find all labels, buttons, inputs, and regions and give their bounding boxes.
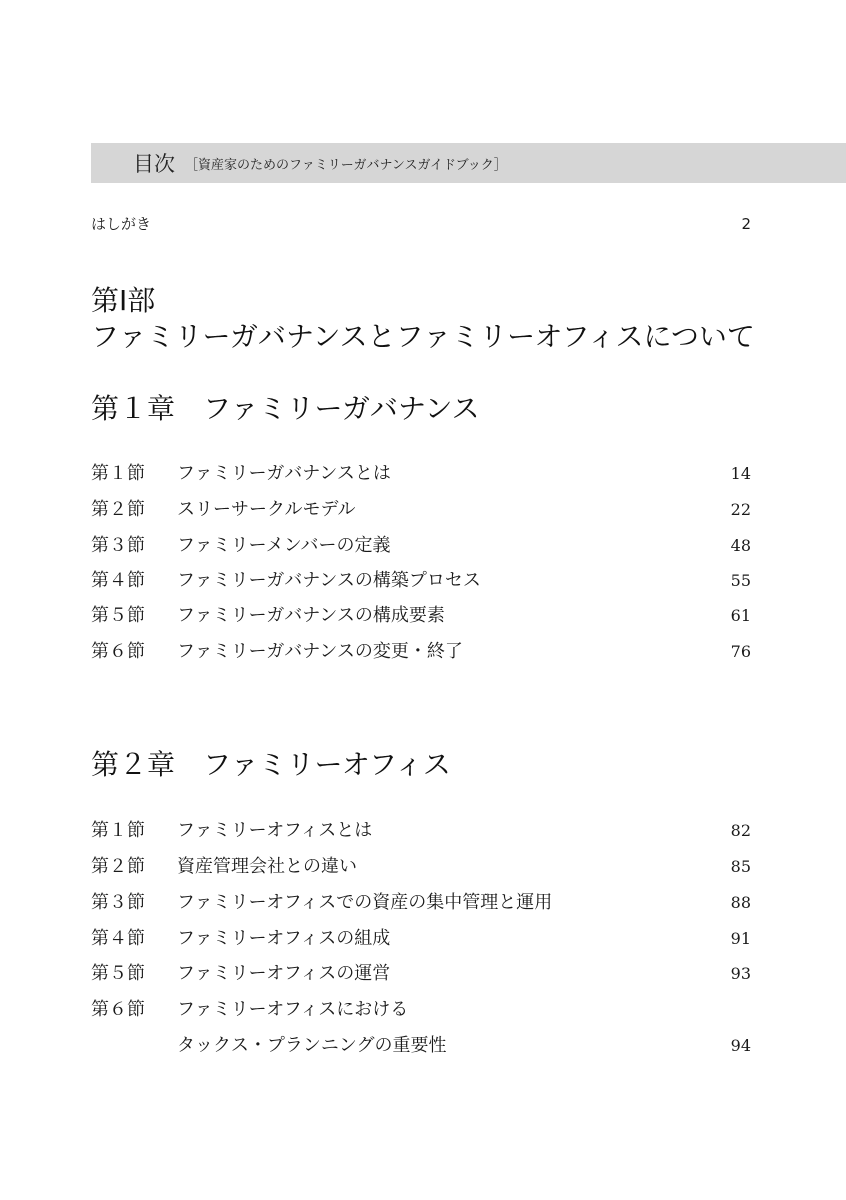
page-number: 82 [730,821,751,840]
page-number: 76 [730,642,751,661]
section-number: 第１節 [91,820,145,841]
section-number: 第１節 [91,463,145,484]
chapter-title: ファミリーガバナンス [203,392,480,425]
part-title: ファミリーガバナンスとファミリーオフィスについて [91,320,755,353]
preface-page: 2 [741,215,751,233]
book-title: ［資産家のためのファミリーガバナンスガイドブック］ [185,157,507,173]
page-number: 14 [730,464,751,483]
toc-header [91,143,846,183]
toc-entry[interactable] [91,532,751,560]
section-number: 第２節 [91,856,145,877]
toc-entry[interactable] [91,602,751,630]
toc-entry-preface[interactable] [91,210,751,238]
section-title: ファミリーオフィスとは [177,820,373,841]
section-title: ファミリーオフィスにおける [177,999,409,1020]
section-number: 第３節 [91,535,145,556]
toc-entry[interactable] [91,925,751,953]
section-number: 第５節 [91,605,145,626]
section-number: 第２節 [91,499,145,520]
section-title: ファミリーオフィスの組成 [177,928,391,949]
section-title-line2: タックス・プランニングの重要性 [177,1035,447,1056]
page-number: 94 [730,1036,751,1055]
section-title: ファミリーガバナンスの変更・終了 [177,641,463,662]
section-title: ファミリーメンバーの定義 [177,535,391,556]
page-number: 88 [730,893,751,912]
preface-label: はしがき [91,215,152,233]
toc-entry[interactable] [91,817,751,845]
chapter-number: 第２章 [91,748,176,781]
toc-entry[interactable] [91,496,751,524]
section-number: 第６節 [91,999,145,1020]
section-title: ファミリーオフィスの運営 [177,963,391,984]
toc-entry[interactable] [91,996,751,1024]
toc-entry[interactable] [91,889,751,917]
page-number: 91 [730,929,751,948]
chapter-title: ファミリーオフィス [203,748,451,781]
page-number: 55 [730,571,751,590]
toc-entry[interactable] [91,853,751,881]
chapter-heading [91,745,451,785]
section-number: 第４節 [91,928,145,949]
page-number: 85 [730,857,751,876]
page-number: 61 [730,606,751,625]
toc-entry[interactable] [91,960,751,988]
section-title: ファミリーガバナンスの構成要素 [177,605,445,626]
toc-entry[interactable] [91,567,751,595]
page-number: 93 [730,964,751,983]
toc-entry[interactable] [91,638,751,666]
toc-entry[interactable] [91,460,751,488]
toc-title: 目次 [133,152,175,176]
section-number: 第５節 [91,963,145,984]
section-title: ファミリーオフィスでの資産の集中管理と運用 [177,892,553,913]
section-title: 資産管理会社との違い [177,856,357,877]
toc-entry-continued[interactable] [91,1032,751,1060]
section-title: ファミリーガバナンスの構築プロセス [177,570,481,591]
chapter-heading [91,389,480,429]
section-number: 第６節 [91,641,145,662]
page-number: 48 [730,536,751,555]
part-number: 第Ⅰ部 [91,284,156,317]
section-number: 第４節 [91,570,145,591]
page-number: 22 [730,500,751,519]
part-heading [91,283,755,355]
section-title: ファミリーガバナンスとは [177,463,391,484]
section-number: 第３節 [91,892,145,913]
chapter-number: 第１章 [91,392,176,425]
section-title: スリーサークルモデル [177,499,356,520]
